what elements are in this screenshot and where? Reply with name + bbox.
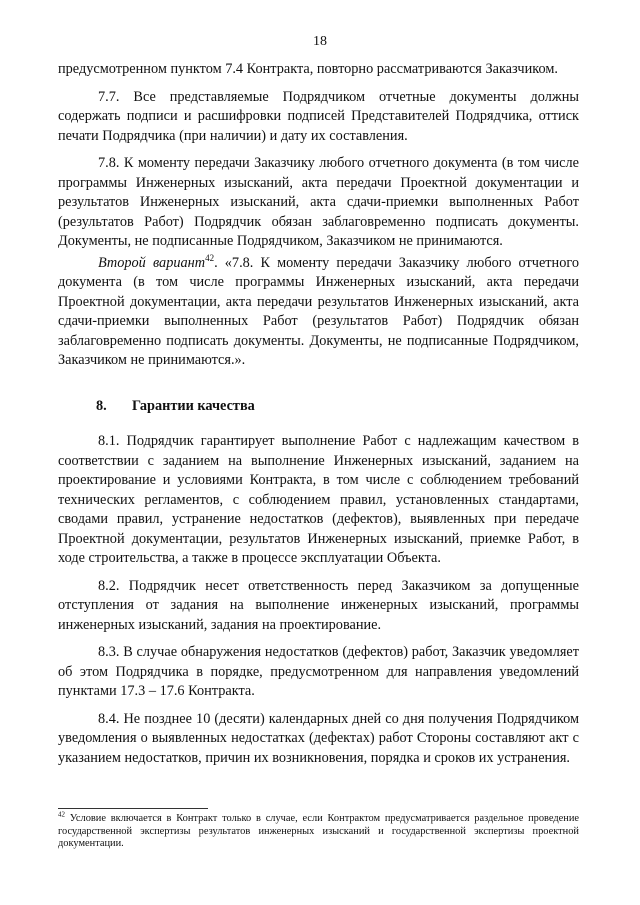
section-number: 8. (96, 397, 107, 414)
footnote-reference: 42 (205, 252, 215, 263)
paragraph-8-2: 8.2. Подрядчик несет ответственность перед Заказчиком за допущенные отступления от задания на выполнение инженерных изысканий, программы инженерных изысканий, задания на проектирование. (58, 577, 579, 633)
paragraph-8-1: 8.1. Подрядчик гарантирует выполнение Работ с надлежащим качеством в соответствии с заданием на выполнение Инженерных изысканий, заданием на проектирование и условиями Контракта, в том числе с соблюдением требований технических регламентов, с соблюдением правил, установленных стандартами, сводами правил, устранение недостатков (дефектов), выявленных при передаче Проектной документации, результатов Инженерных изысканий, приемке Работ, в ходе строительства, а также в процессе эксплуатации Объекта. (58, 433, 579, 566)
paragraph-7-8: 7.8. К моменту передачи Заказчику любого отчетного документа (в том числе программы Инженерных изысканий, акта передачи Проектной документации и результатов Инженерных изысканий, акта сдачи-приемки выполненных Работ (результатов Работ) Подрядчик обязан заблаговременно подписать документы. Документы, не подписанные Подрядчиком, Заказчиком не принимаются. (58, 155, 579, 249)
variant-text: . «7.8. К моменту передачи Заказчику любого отчетного документа (в том числе программы Инженерных изысканий, акта передачи Проектной документации, акта передачи результатов Инженерных изысканий, акта сдачи-приемки выполненных Работ (результатов Работ) Подрядчик обязан заблаговременно подписать документы. Документы, не подписанные Подрядчиком, Заказчиком не принимаются.». (58, 254, 580, 368)
paragraph-7-7: 7.7. Все представляемые Подрядчиком отчетные документы должны содержать подписи и расшифровки подписей Представителей Подрядчика, оттиск печати Подрядчика (при наличии) и дату их составления. (58, 88, 579, 144)
footnote-text: Условие включается в Контракт только в случае, если Контрактом предусматривается раздельное проведение государственной экспертизы результатов инженерных изысканий и государственной экспертизы проектной документации. (58, 813, 579, 849)
page-number: 18 (313, 34, 327, 49)
paragraph-continuation: предусмотренном пунктом 7.4 Контракта, повторно рассматриваются Заказчиком. (58, 61, 558, 77)
variant-label: Второй вариант (98, 254, 206, 271)
paragraph-7-8-variant (58, 254, 579, 371)
footnote-number: 42 (58, 810, 65, 819)
section-heading (58, 397, 579, 417)
paragraph-8-4: 8.4. Не позднее 10 (десяти) календарных дней со дня получения Подрядчиком уведомления о выявленных недостатках (дефектах) работ Стороны составляют акт с указанием недостатков, причин их возникновения, порядка и сроков их устранения. (58, 710, 579, 766)
paragraph-8-3: 8.3. В случае обнаружения недостатков (дефектов) работ, Заказчик уведомляет об этом Подрядчика в порядке, предусмотренном для направления уведомлений пунктами 17.3 – 17.6 Контракта. (58, 644, 579, 699)
document-body (58, 60, 579, 776)
footnote (58, 810, 579, 851)
footnote-divider (58, 808, 208, 809)
section-title: Гарантии качества (132, 397, 255, 414)
